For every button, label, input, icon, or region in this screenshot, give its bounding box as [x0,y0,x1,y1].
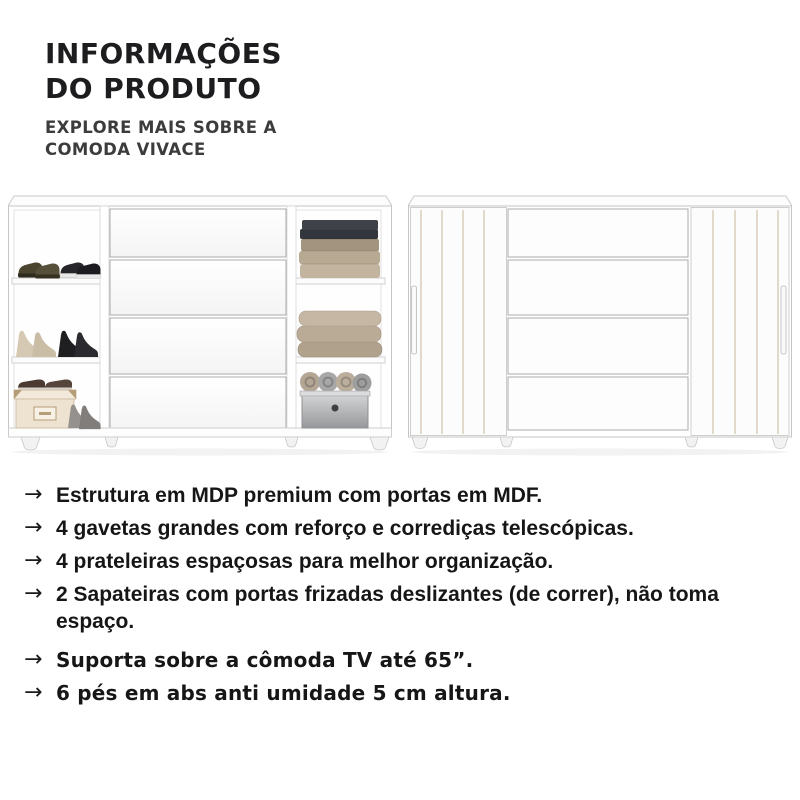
foot [21,437,40,450]
folded-clothes-stack [299,220,380,278]
sliding-door-right [691,208,789,436]
feature-item [24,515,776,542]
feature-item [24,581,776,635]
drawer [110,260,286,315]
door-handle [781,286,786,354]
foot [412,437,428,449]
feature-item [24,680,776,707]
arrow-bullet-icon: → [24,548,41,573]
sliding-door-left [411,208,507,436]
cabinet-feet [412,437,788,449]
shelf-board [12,278,102,284]
arrow-bullet-icon: → [24,482,41,507]
drawer [508,318,688,374]
feature-text: Suporta sobre a cômoda TV até 65”. [56,648,474,672]
page-subtitle-line1: EXPLORE MAIS SOBRE A [45,118,277,137]
arrow-bullet-icon: → [24,680,41,705]
feature-item [24,482,776,509]
metal-box [300,391,370,428]
feature-text: 6 pés em abs anti umidade 5 cm altura. [56,681,511,705]
feature-item [24,548,776,575]
foot [285,437,298,447]
cabinet-feet [21,437,389,450]
feature-text: 2 Sapateiras com portas frizadas deslizantes (de correr), não toma espaço. [56,583,719,633]
feature-text: 4 prateleiras espaçosas para melhor organização. [56,550,554,573]
feature-list [24,482,776,713]
floor-shadow [12,449,388,456]
drawer [110,318,286,374]
cabinet-top [8,196,392,206]
storage-box [14,390,76,428]
shelf-board [293,357,385,363]
drawer [508,209,688,257]
feature-item [24,647,776,674]
cabinet-top [408,196,792,206]
drawer [110,209,286,257]
drawers [508,209,688,430]
foot [105,437,118,447]
product-image-closed [408,194,792,456]
feature-text: 4 gavetas grandes com reforço e corrediças telescópicas. [56,517,634,540]
drawer [508,377,688,430]
shelf-board [293,278,385,284]
arrow-bullet-icon: → [24,515,41,540]
product-image-open [8,194,392,456]
feature-text: Estrutura em MDP premium com portas em MDF. [56,484,543,507]
page-title-line1: INFORMAÇÕES [45,37,283,70]
door-handle [412,286,417,354]
foot [500,437,513,447]
page-title-line2: DO PRODUTO [45,72,262,105]
drawer [508,260,688,315]
folded-blankets [297,311,382,357]
page-subtitle-line2: COMODA VIVACE [45,140,206,159]
floor-shadow [412,449,788,456]
arrow-bullet-icon: → [24,581,41,606]
metal-box-shelf [300,372,372,428]
arrow-bullet-icon: → [24,647,41,672]
drawers [110,209,286,430]
foot [685,437,698,447]
foot [772,437,788,449]
drawer [110,377,286,430]
foot [370,437,389,450]
shelf-board [12,357,102,363]
